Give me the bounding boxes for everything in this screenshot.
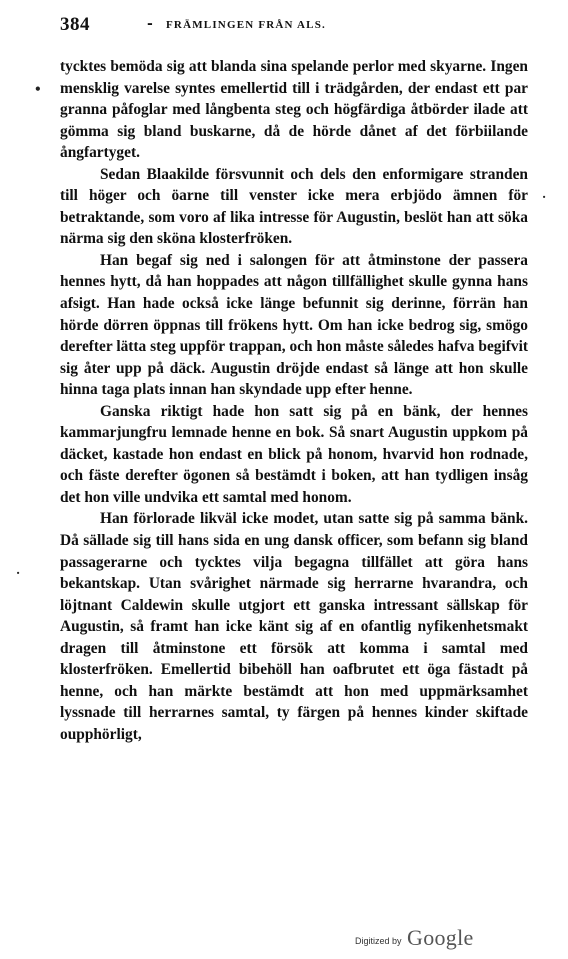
paragraph-1: tycktes bemöda sig att blanda sina spelande perlor med skyarne. Ingen mensklig varelse syntes emellertid till i trädgården, der endast ett par granna påfoglar med långbenta steg och högfärdiga åtbörder ilade att gömma sig bland buskarne, då de hörde dånet af det förbiilande ångfartyget. <box>60 58 528 162</box>
digitized-footer <box>355 925 535 955</box>
paragraph-2: Sedan Blaakilde försvunnit och dels den enformigare stranden till höger och öarne till venster icke mera erbjödo ämnen för betraktande, som voro af lika intresse för Augustin, beslöt han att söka närma sig den sköna klosterfröken. <box>60 165 528 248</box>
running-title: FRÄMLINGEN FRÅN ALS. <box>166 19 326 31</box>
page-header <box>60 12 530 38</box>
body-text <box>60 56 528 746</box>
paragraph-3: Han begaf sig ned i salongen för att åtminstone der passera hennes hytt, då han hoppades att någon tillfällighet skulle gynna hans afsigt. Han hade också icke länge befunnit sig derinne, förrän han hörde dörren öppnas till frökens hytt. Om han icke bedrog sig, smögo derefter lätta steg uppför trappan, och hon måste således hafva begifvit sig åter upp på däck. Augustin dröjde endast så länge att hon skulle hinna taga plats innan han skyndade upp efter henne. <box>60 251 528 399</box>
margin-dot: · <box>16 566 21 580</box>
page-number: 384 <box>60 14 90 35</box>
google-logo: Google <box>407 925 474 950</box>
margin-dot: • <box>34 82 42 96</box>
margin-dot: · <box>542 190 547 204</box>
digitized-by-label: Digitized by <box>355 936 402 946</box>
paragraph-5: Han förlorade likväl icke modet, utan satte sig på samma bänk. Då sällade sig till hans sida en ung dansk officer, som befann sig bland passagerarne och tycktes vilja begagna tillfället att göra hans bekantskap. Utan svårighet närmade sig herrarne hvarandra, och löjtnant Caldewin skulle utgjort ett ganska intressant sällskap för Augustin, så framt han icke känt sig af en ofantlig nyfikenhetsmakt dragen till åtminstone ett försök att komma i samtal med klosterfröken. Emellertid bibehöll han oafbrutet ett öga fästadt på henne, och han märkte bestämdt att hon med uppmärksamhet lyssnade till herrarnes samtal, ty färgen på hennes kinder skiftade oupphörligt, <box>60 510 528 743</box>
header-dash: - <box>147 16 153 32</box>
paragraph-4: Ganska riktigt hade hon satt sig på en bänk, der hennes kammarjungfru lemnade henne en bok. Så snart Augustin uppkom på däcket, kastade hon endast en blick på honom, hvarvid hon rodnade, och fäste derefter ögonen så bestämdt i boken, att han tydligen insåg det hon ville undvika ett samtal med honom. <box>60 402 528 506</box>
